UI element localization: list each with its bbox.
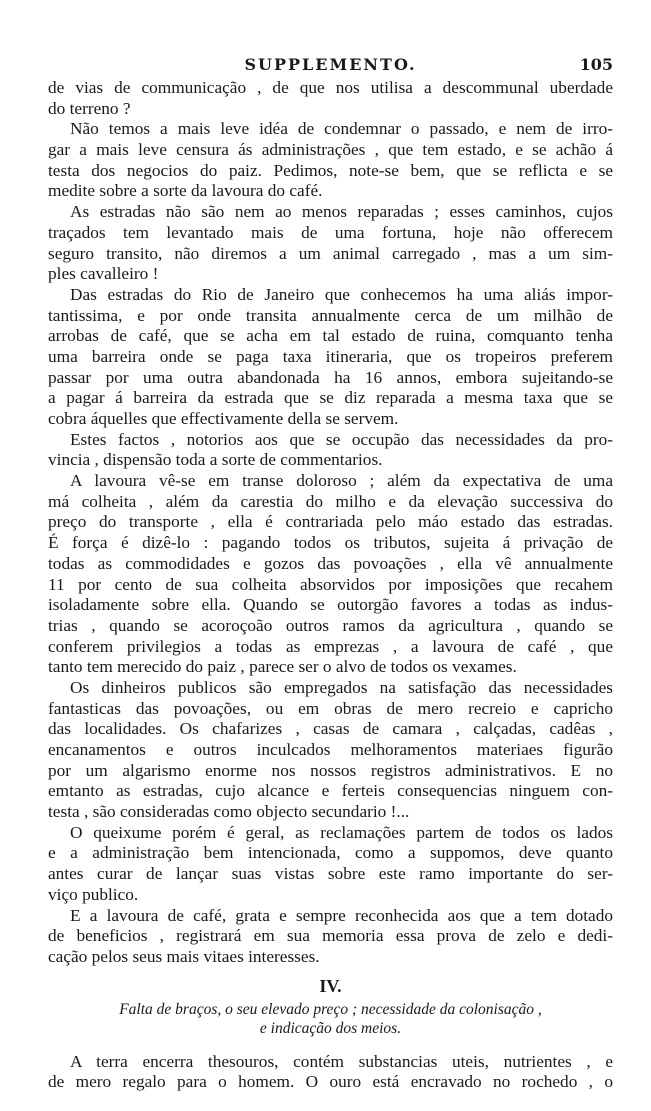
text-line: arrobas de café, que se acha em tal estado de ruina, comquanto tenha: [48, 326, 613, 346]
text-line: e a administração bem intencionada, como a suppomos, deve quanto: [48, 843, 613, 863]
text-line: vincia , dispensão toda a sorte de commentarios.: [48, 450, 383, 470]
text-line: Os dinheiros publicos são empregados na satisfação das necessidades: [70, 677, 613, 697]
section-title: Falta de braços, o seu elevado preço ; necessidade da colonisação ,: [119, 1000, 542, 1018]
text-line: viço publico.: [48, 884, 139, 904]
running-title: SUPPLEMENTO.: [244, 55, 417, 74]
text-line: Estes factos , notorios aos que se occupão das necessidades da pro-: [70, 429, 613, 449]
text-line: emtanto as estradas, cujo alcance e ferteis consequencias ninguem con-: [48, 781, 613, 801]
text-line: E a lavoura de café, grata e sempre reconhecida aos que a tem dotado: [70, 905, 613, 925]
text-line: encanamentos e outros inculcados melhoramentos materiaes figurão: [48, 740, 613, 759]
text-line: isoladamente sobre ella. Quando se outorgão favores a todas as indus-: [48, 595, 613, 615]
text-line: 11 por cento de sua colheita absorvidos por imposições que recahem: [48, 574, 613, 594]
text-line: de vias de communicação , de que nos utilisa a descommunal uberdade: [48, 78, 613, 97]
text-line: medite sobre a sorte da lavoura do café.: [48, 181, 323, 201]
text-line: cação pelos seus mais vitaes interesses.: [48, 946, 320, 966]
text-line: trias , quando se acoroçoão outros ramos da agricultura , quando se: [48, 615, 613, 635]
text-line: testa dos negocios do paiz. Pedimos, note-se bem, que se reflicta e se: [48, 160, 613, 180]
text-line: por um algarismo enorme nos nossos registros administrativos. E no: [48, 760, 613, 780]
text-line: traçados tem levantado mais de uma fortuna, hoje não offerecem: [48, 222, 613, 242]
text-line: seguro transito, não diremos a um animal carregado , mas a um sim-: [48, 243, 613, 263]
text-line: cobra áquelles que effectivamente della se servem.: [48, 409, 399, 428]
text-line: do terreno ?: [48, 98, 131, 118]
text-line: testa , são consideradas como objecto secundario !...: [48, 802, 410, 822]
text-line: As estradas não são nem ao menos reparadas ; esses caminhos, cujos: [70, 202, 613, 222]
section-subtitle: e indicação dos meios.: [259, 1019, 402, 1037]
text-line: má colheita , além da carestia do milho e da elevação successiva do: [48, 491, 613, 511]
text-line: tantissima, e por onde transita annualmente cerca de um milhão de: [48, 305, 613, 325]
text-line: passar por uma outra abandonada ha 16 annos, embora sujeitando-se: [48, 367, 613, 387]
text-line: O queixume porém é geral, as reclamações partem de todos os lados: [70, 822, 613, 842]
text-line: antes curar de lançar suas vistas sobre este ramo importante do ser-: [48, 864, 613, 884]
text-line: de beneficios , registrará em sua memoria essa prova de zelo e dedi-: [48, 926, 613, 946]
running-head: [48, 55, 613, 77]
section-number: IV.: [319, 975, 342, 996]
text-line: uma barreira onde se paga taxa itineraria, que os tropeiros preferem: [48, 346, 613, 366]
body-text: [48, 78, 613, 1093]
text-line: Não temos a mais leve idéa de condemnar o passado, e nem de irro-: [70, 119, 613, 139]
text-line: Das estradas do Rio de Janeiro que conhecemos ha uma aliás impor-: [70, 284, 613, 304]
text-line: tanto tem merecido do paiz , parece ser o alvo de todos os vexames.: [48, 657, 517, 677]
text-line: a pagar á barreira da estrada que se diz reparada a mesma taxa que se: [48, 388, 613, 408]
text-line: conferem privilegios a todas as emprezas , a lavoura de café , que: [48, 636, 613, 656]
text-line: É força é dizê-lo : pagando todos os tributos, sujeita á privação de: [48, 533, 613, 553]
text-line: das localidades. Os chafarizes , casas de camara , calçadas, cadêas ,: [48, 719, 613, 739]
text-line: todas as commodidades e gozos das povoações , ella vê annualmente: [48, 553, 613, 573]
text-line: fantasticas das povoações, ou em obras de mero recreio e capricho: [48, 698, 613, 718]
text-line: gar a mais leve censura ás administrações , que tem estado, e se achão á: [48, 140, 613, 160]
page-number: 105: [579, 55, 613, 74]
text-line: A terra encerra thesouros, contém substancias uteis, nutrientes , e: [70, 1051, 613, 1071]
text-line: de mero regalo para o homem. O ouro está encravado no rochedo , o: [48, 1072, 613, 1092]
text-line: preço do transporte , ella é contrariada pelo máo estado das estradas.: [48, 512, 613, 532]
text-line: ples cavalleiro !: [48, 264, 159, 284]
text-line: A lavoura vê-se em transe doloroso ; além da expectativa de uma: [70, 471, 613, 491]
